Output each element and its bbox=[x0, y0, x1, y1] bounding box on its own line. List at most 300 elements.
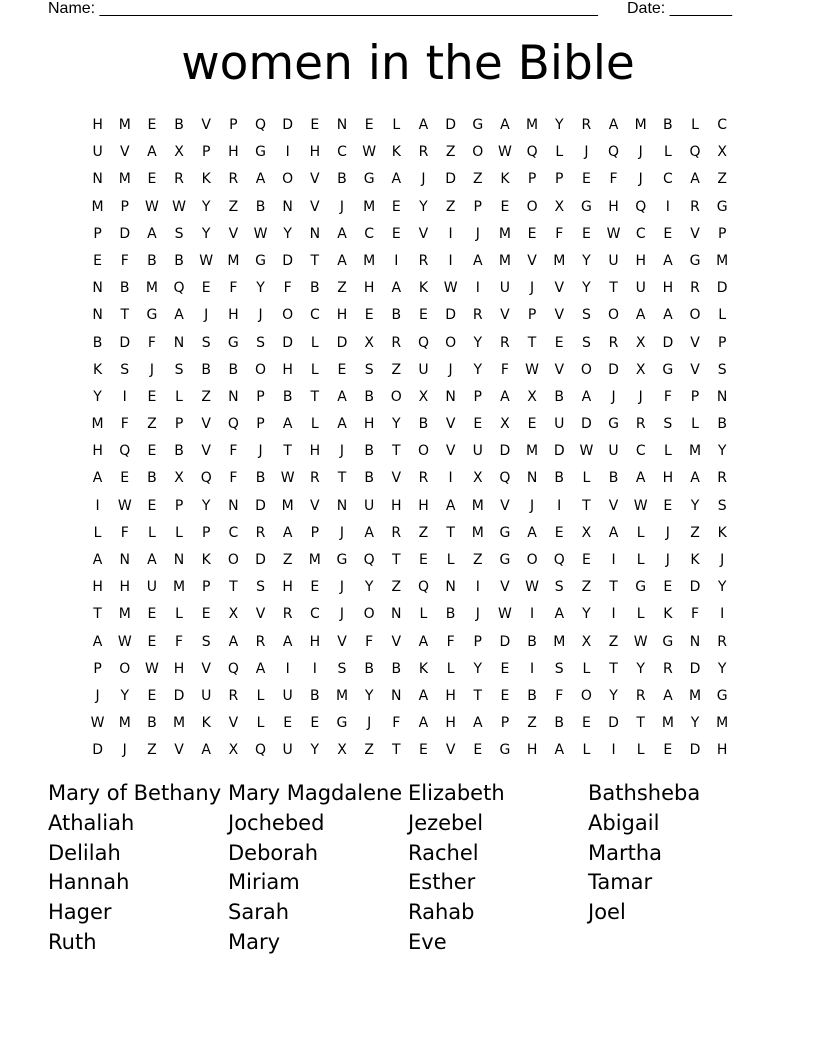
grid-letter: Z bbox=[445, 144, 456, 161]
grid-letter: I bbox=[475, 280, 480, 297]
grid-letter: V bbox=[500, 579, 510, 596]
grid-letter: A bbox=[92, 470, 103, 487]
grid-letter: A bbox=[391, 171, 402, 188]
grid-letter: D bbox=[282, 117, 294, 133]
grid-letter: J bbox=[95, 687, 100, 704]
grid-letter: E bbox=[201, 280, 211, 297]
grid-letter: J bbox=[475, 225, 480, 242]
grid-letter: A bbox=[282, 633, 293, 650]
grid-row bbox=[84, 574, 736, 601]
grid-letter: K bbox=[201, 715, 211, 732]
grid-letter: I bbox=[312, 660, 317, 677]
grid-letter: L bbox=[636, 742, 645, 759]
grid-letter: Z bbox=[717, 171, 727, 188]
grid-letter: Y bbox=[473, 334, 483, 351]
grid-letter: V bbox=[201, 660, 211, 677]
grid-row bbox=[84, 411, 736, 438]
grid-letter: Y bbox=[582, 280, 591, 297]
grid-letter: E bbox=[554, 524, 564, 541]
grid-letter: U bbox=[201, 687, 212, 704]
grid-letter: R bbox=[174, 171, 184, 188]
grid-letter: Q bbox=[227, 416, 239, 433]
grid-letter: X bbox=[500, 416, 510, 433]
grid-letter: Q bbox=[526, 144, 538, 161]
grid-letter: H bbox=[228, 307, 239, 324]
grid-letter: P bbox=[256, 388, 265, 405]
grid-letter: X bbox=[418, 388, 429, 405]
grid-letter: G bbox=[255, 252, 266, 269]
grid-letter: V bbox=[201, 117, 211, 133]
grid-letter: V bbox=[608, 497, 619, 514]
grid-letter: L bbox=[446, 552, 455, 568]
grid-row bbox=[84, 357, 736, 384]
grid-letter: Q bbox=[635, 198, 647, 215]
grid-row bbox=[84, 710, 736, 737]
grid-letter: C bbox=[635, 225, 646, 242]
grid-letter: R bbox=[418, 470, 429, 487]
grid-letter: M bbox=[363, 198, 376, 215]
grid-letter: D bbox=[445, 171, 456, 188]
grid-letter: I bbox=[448, 470, 453, 487]
word-search-grid bbox=[84, 112, 736, 765]
grid-letter: B bbox=[228, 361, 239, 378]
grid-letter: N bbox=[119, 552, 130, 568]
grid-letter: H bbox=[363, 280, 375, 297]
grid-letter: V bbox=[310, 198, 320, 215]
grid-letter: Q bbox=[255, 742, 267, 759]
grid-letter: A bbox=[472, 252, 483, 269]
grid-row bbox=[84, 465, 736, 492]
grid-letter: Q bbox=[255, 117, 267, 133]
grid-row bbox=[84, 248, 736, 275]
grid-row bbox=[84, 384, 736, 411]
grid-letter: M bbox=[91, 198, 104, 215]
grid-letter: Y bbox=[93, 388, 102, 405]
grid-letter: A bbox=[690, 171, 700, 188]
grid-letter: D bbox=[581, 416, 592, 433]
grid-letter: U bbox=[282, 742, 293, 759]
grid-letter: M bbox=[526, 443, 539, 460]
grid-letter: L bbox=[663, 443, 672, 460]
grid-letter: P bbox=[473, 198, 482, 215]
grid-letter: G bbox=[662, 361, 674, 378]
grid-letter: S bbox=[554, 579, 564, 596]
grid-letter: F bbox=[120, 252, 129, 269]
grid-letter: I bbox=[448, 225, 453, 242]
grid-letter: O bbox=[417, 443, 429, 460]
grid-letter: S bbox=[554, 660, 564, 677]
grid-letter: A bbox=[608, 524, 619, 541]
grid-letter: V bbox=[445, 742, 456, 759]
grid-letter: L bbox=[636, 606, 645, 623]
grid-letter: A bbox=[635, 470, 646, 487]
grid-letter: B bbox=[310, 280, 320, 297]
grid-letter: R bbox=[282, 606, 293, 623]
grid-letter: I bbox=[122, 388, 127, 405]
grid-letter: M bbox=[526, 117, 539, 133]
grid-row bbox=[84, 737, 736, 764]
grid-letter: L bbox=[175, 606, 183, 623]
grid-letter: R bbox=[228, 687, 239, 704]
grid-letter: A bbox=[690, 470, 700, 487]
grid-letter: D bbox=[553, 443, 565, 460]
grid-letter: A bbox=[92, 633, 103, 650]
grid-letter: B bbox=[391, 660, 402, 677]
grid-letter: O bbox=[119, 660, 131, 677]
grid-letter: M bbox=[145, 280, 158, 297]
grid-letter: G bbox=[363, 171, 375, 188]
grid-row bbox=[84, 520, 736, 547]
grid-letter: D bbox=[119, 225, 131, 242]
grid-letter: P bbox=[717, 334, 727, 351]
grid-letter: W bbox=[443, 280, 458, 297]
grid-letter: A bbox=[92, 552, 103, 568]
grid-letter: M bbox=[716, 715, 729, 732]
grid-letter: H bbox=[662, 470, 674, 487]
grid-letter: D bbox=[689, 742, 701, 759]
grid-letter: A bbox=[147, 144, 157, 161]
grid-letter: B bbox=[391, 307, 402, 324]
grid-letter: G bbox=[472, 117, 484, 133]
grid-row bbox=[84, 493, 736, 520]
word-bank-item: Rahab bbox=[408, 900, 475, 925]
grid-letter: Y bbox=[636, 660, 645, 677]
grid-letter: F bbox=[120, 416, 129, 433]
grid-letter: M bbox=[471, 497, 484, 514]
grid-letter: N bbox=[716, 388, 728, 405]
grid-letter: N bbox=[336, 117, 348, 133]
grid-letter: B bbox=[147, 470, 157, 487]
grid-letter: N bbox=[526, 470, 538, 487]
grid-letter: D bbox=[716, 280, 728, 297]
grid-letter: I bbox=[611, 742, 616, 759]
grid-letter: Y bbox=[392, 416, 401, 433]
grid-letter: J bbox=[530, 280, 535, 297]
grid-letter: X bbox=[554, 198, 565, 215]
grid-letter: A bbox=[364, 524, 374, 541]
grid-row bbox=[84, 221, 736, 248]
grid-letter: L bbox=[582, 742, 591, 759]
grid-letter: Q bbox=[173, 280, 185, 297]
grid-letter: P bbox=[473, 388, 482, 405]
grid-letter: R bbox=[255, 633, 266, 650]
grid-letter: H bbox=[309, 443, 321, 460]
grid-letter: Q bbox=[689, 144, 701, 161]
word-bank-item: Mary Magdalene bbox=[228, 781, 403, 805]
grid-letter: F bbox=[175, 633, 184, 650]
grid-letter: M bbox=[308, 552, 321, 568]
grid-letter: F bbox=[446, 633, 455, 650]
grid-letter: A bbox=[255, 171, 266, 188]
grid-letter: O bbox=[255, 361, 267, 378]
grid-letter: A bbox=[201, 742, 211, 759]
grid-letter: K bbox=[201, 171, 211, 188]
grid-row bbox=[84, 330, 736, 357]
grid-letter: H bbox=[526, 742, 538, 759]
grid-letter: V bbox=[310, 497, 320, 514]
grid-letter: B bbox=[282, 388, 293, 405]
grid-letter: O bbox=[472, 144, 484, 161]
grid-letter: L bbox=[663, 144, 672, 161]
grid-letter: T bbox=[609, 579, 618, 596]
grid-letter: O bbox=[445, 334, 457, 351]
grid-letter: B bbox=[174, 117, 184, 133]
grid-letter: G bbox=[608, 416, 619, 433]
grid-letter: L bbox=[310, 361, 319, 378]
grid-letter: S bbox=[174, 361, 184, 378]
grid-letter: E bbox=[663, 742, 673, 759]
grid-letter: A bbox=[391, 280, 402, 297]
grid-letter: L bbox=[555, 144, 564, 161]
grid-letter: C bbox=[337, 144, 347, 161]
grid-letter: E bbox=[391, 198, 401, 215]
grid-letter: O bbox=[390, 388, 402, 405]
grid-letter: Y bbox=[283, 225, 292, 242]
grid-letter: E bbox=[147, 117, 157, 133]
grid-letter: E bbox=[554, 334, 564, 351]
grid-letter: B bbox=[608, 470, 619, 487]
grid-letter: M bbox=[118, 606, 131, 623]
grid-letter: D bbox=[608, 361, 619, 378]
grid-letter: F bbox=[229, 470, 238, 487]
grid-letter: X bbox=[174, 470, 184, 487]
grid-letter: J bbox=[638, 144, 643, 161]
grid-row bbox=[84, 275, 736, 302]
grid-letter: B bbox=[663, 117, 673, 133]
grid-letter: L bbox=[419, 606, 428, 623]
grid-letter: U bbox=[282, 687, 293, 704]
grid-letter: D bbox=[282, 252, 294, 269]
grid-letter: L bbox=[256, 687, 265, 704]
grid-letter: F bbox=[609, 171, 618, 188]
grid-letter: T bbox=[392, 443, 401, 460]
grid-letter: B bbox=[717, 416, 727, 433]
grid-letter: X bbox=[364, 334, 374, 351]
grid-letter: V bbox=[119, 144, 130, 161]
grid-letter: G bbox=[580, 198, 592, 215]
grid-letter: P bbox=[229, 117, 238, 133]
grid-letter: M bbox=[553, 633, 566, 650]
grid-letter: I bbox=[557, 497, 562, 514]
date-field-label: Date: _______ bbox=[627, 0, 732, 17]
grid-letter: H bbox=[391, 497, 402, 514]
grid-letter: Y bbox=[419, 198, 428, 215]
grid-letter: Q bbox=[363, 552, 375, 568]
grid-letter: B bbox=[527, 687, 537, 704]
grid-letter: R bbox=[635, 416, 646, 433]
grid-letter: L bbox=[310, 416, 319, 433]
word-bank-item: Joel bbox=[588, 900, 626, 925]
grid-letter: H bbox=[309, 144, 321, 161]
grid-letter: Z bbox=[228, 198, 239, 215]
grid-letter: E bbox=[147, 171, 157, 188]
grid-letter: J bbox=[339, 524, 345, 541]
grid-letter: U bbox=[499, 280, 511, 297]
grid-letter: V bbox=[554, 280, 565, 297]
grid-letter: W bbox=[633, 633, 648, 650]
grid-letter: F bbox=[663, 388, 672, 405]
grid-letter: Z bbox=[690, 524, 700, 541]
grid-letter: Y bbox=[717, 443, 727, 460]
grid-letter: H bbox=[608, 198, 619, 215]
grid-letter: X bbox=[635, 334, 646, 351]
grid-letter: H bbox=[716, 742, 728, 759]
grid-letter: Q bbox=[200, 470, 212, 487]
grid-letter: M bbox=[281, 497, 294, 514]
grid-letter: I bbox=[665, 198, 670, 215]
grid-letter: H bbox=[336, 307, 348, 324]
grid-letter: O bbox=[282, 307, 294, 324]
grid-letter: L bbox=[175, 388, 183, 405]
grid-letter: A bbox=[554, 742, 565, 759]
grid-row bbox=[84, 683, 736, 710]
grid-letter: I bbox=[95, 497, 100, 514]
word-bank-item: Sarah bbox=[228, 900, 290, 925]
grid-letter: W bbox=[280, 470, 295, 487]
grid-letter: V bbox=[228, 715, 239, 732]
grid-letter: V bbox=[500, 497, 510, 514]
grid-letter: G bbox=[255, 144, 266, 161]
grid-letter: Y bbox=[717, 660, 727, 677]
grid-letter: N bbox=[336, 497, 348, 514]
worksheet-header bbox=[48, 0, 748, 20]
grid-letter: L bbox=[691, 416, 699, 433]
grid-letter: M bbox=[553, 252, 566, 269]
grid-letter: J bbox=[339, 443, 345, 460]
grid-letter: J bbox=[665, 524, 670, 541]
grid-letter: P bbox=[201, 144, 211, 161]
grid-letter: U bbox=[608, 443, 619, 460]
grid-letter: L bbox=[636, 552, 645, 568]
grid-letter: B bbox=[418, 416, 429, 433]
grid-letter: T bbox=[392, 552, 401, 568]
grid-letter: N bbox=[92, 307, 103, 324]
grid-letter: V bbox=[391, 470, 402, 487]
grid-letter: E bbox=[310, 579, 320, 596]
grid-letter: F bbox=[147, 334, 156, 351]
grid-letter: T bbox=[527, 334, 537, 351]
grid-letter: G bbox=[662, 633, 674, 650]
grid-letter: R bbox=[500, 334, 510, 351]
grid-letter: R bbox=[418, 144, 429, 161]
grid-letter: T bbox=[283, 443, 292, 460]
grid-letter: B bbox=[147, 715, 157, 732]
grid-letter: U bbox=[92, 144, 103, 161]
grid-letter: U bbox=[146, 579, 158, 596]
grid-letter: Q bbox=[417, 579, 429, 596]
grid-letter: H bbox=[119, 579, 130, 596]
grid-letter: A bbox=[282, 524, 293, 541]
grid-letter: Z bbox=[608, 633, 619, 650]
grid-letter: O bbox=[526, 552, 538, 568]
grid-letter: R bbox=[472, 307, 483, 324]
grid-letter: H bbox=[92, 443, 103, 460]
grid-letter: J bbox=[149, 361, 154, 378]
grid-letter: A bbox=[255, 660, 266, 677]
grid-letter: V bbox=[174, 742, 184, 759]
grid-letter: Y bbox=[473, 361, 483, 378]
grid-letter: E bbox=[283, 715, 293, 732]
grid-letter: P bbox=[174, 497, 184, 514]
grid-letter: Z bbox=[527, 715, 537, 732]
grid-letter: Y bbox=[609, 687, 618, 704]
grid-letter: J bbox=[448, 361, 453, 378]
grid-letter: J bbox=[638, 171, 643, 188]
grid-letter: M bbox=[634, 117, 647, 133]
word-bank-item: Deborah bbox=[228, 840, 319, 865]
grid-letter: L bbox=[582, 660, 591, 677]
word-bank-item: Jezebel bbox=[408, 810, 484, 835]
grid-letter: Y bbox=[201, 225, 211, 242]
grid-letter: V bbox=[337, 633, 347, 650]
grid-letter: R bbox=[418, 252, 429, 269]
grid-letter: M bbox=[173, 715, 186, 732]
grid-letter: V bbox=[201, 443, 211, 460]
grid-letter: H bbox=[445, 687, 456, 704]
grid-letter: A bbox=[418, 117, 429, 133]
grid-letter: L bbox=[147, 524, 156, 541]
grid-letter: H bbox=[228, 144, 239, 161]
grid-letter: O bbox=[227, 552, 239, 568]
grid-letter: V bbox=[690, 361, 700, 378]
grid-letter: V bbox=[228, 225, 239, 242]
grid-letter: M bbox=[363, 252, 376, 269]
grid-letter: F bbox=[120, 524, 129, 541]
grid-letter: W bbox=[525, 579, 539, 596]
grid-letter: Y bbox=[473, 660, 483, 677]
grid-letter: E bbox=[93, 252, 102, 269]
grid-letter: E bbox=[581, 171, 591, 188]
grid-letter: N bbox=[689, 633, 701, 650]
grid-letter: B bbox=[255, 470, 266, 487]
grid-letter: D bbox=[445, 117, 456, 133]
grid-letter: N bbox=[309, 225, 321, 242]
grid-letter: A bbox=[147, 552, 157, 568]
word-bank-item: Jochebed bbox=[228, 810, 325, 835]
grid-letter: W bbox=[117, 497, 132, 514]
grid-letter: Y bbox=[201, 198, 211, 215]
grid-letter: X bbox=[581, 524, 592, 541]
grid-letter: Q bbox=[417, 334, 429, 351]
grid-letter: K bbox=[717, 524, 727, 541]
grid-letter: L bbox=[310, 334, 319, 351]
grid-letter: N bbox=[228, 388, 239, 405]
grid-letter: H bbox=[418, 497, 429, 514]
grid-letter: O bbox=[580, 687, 592, 704]
grid-letter: A bbox=[147, 225, 157, 242]
grid-letter: D bbox=[255, 497, 266, 514]
grid-letter: B bbox=[554, 388, 565, 405]
grid-letter: E bbox=[147, 606, 157, 623]
grid-letter: I bbox=[530, 660, 535, 677]
grid-letter: V bbox=[201, 416, 211, 433]
grid-letter: S bbox=[581, 334, 591, 351]
grid-letter: F bbox=[229, 443, 238, 460]
grid-letter: V bbox=[690, 334, 700, 351]
grid-letter: A bbox=[337, 388, 347, 405]
grid-letter: N bbox=[173, 334, 185, 351]
word-bank-item: Athaliah bbox=[48, 810, 135, 835]
grid-letter: F bbox=[229, 280, 238, 297]
grid-letter: Y bbox=[690, 497, 700, 514]
grid-letter: G bbox=[716, 198, 728, 215]
grid-letter: H bbox=[92, 579, 103, 596]
grid-letter: Q bbox=[608, 144, 620, 161]
grid-letter: L bbox=[718, 307, 727, 324]
grid-letter: R bbox=[662, 660, 673, 677]
grid-letter: A bbox=[527, 524, 537, 541]
grid-letter: Z bbox=[581, 579, 592, 596]
